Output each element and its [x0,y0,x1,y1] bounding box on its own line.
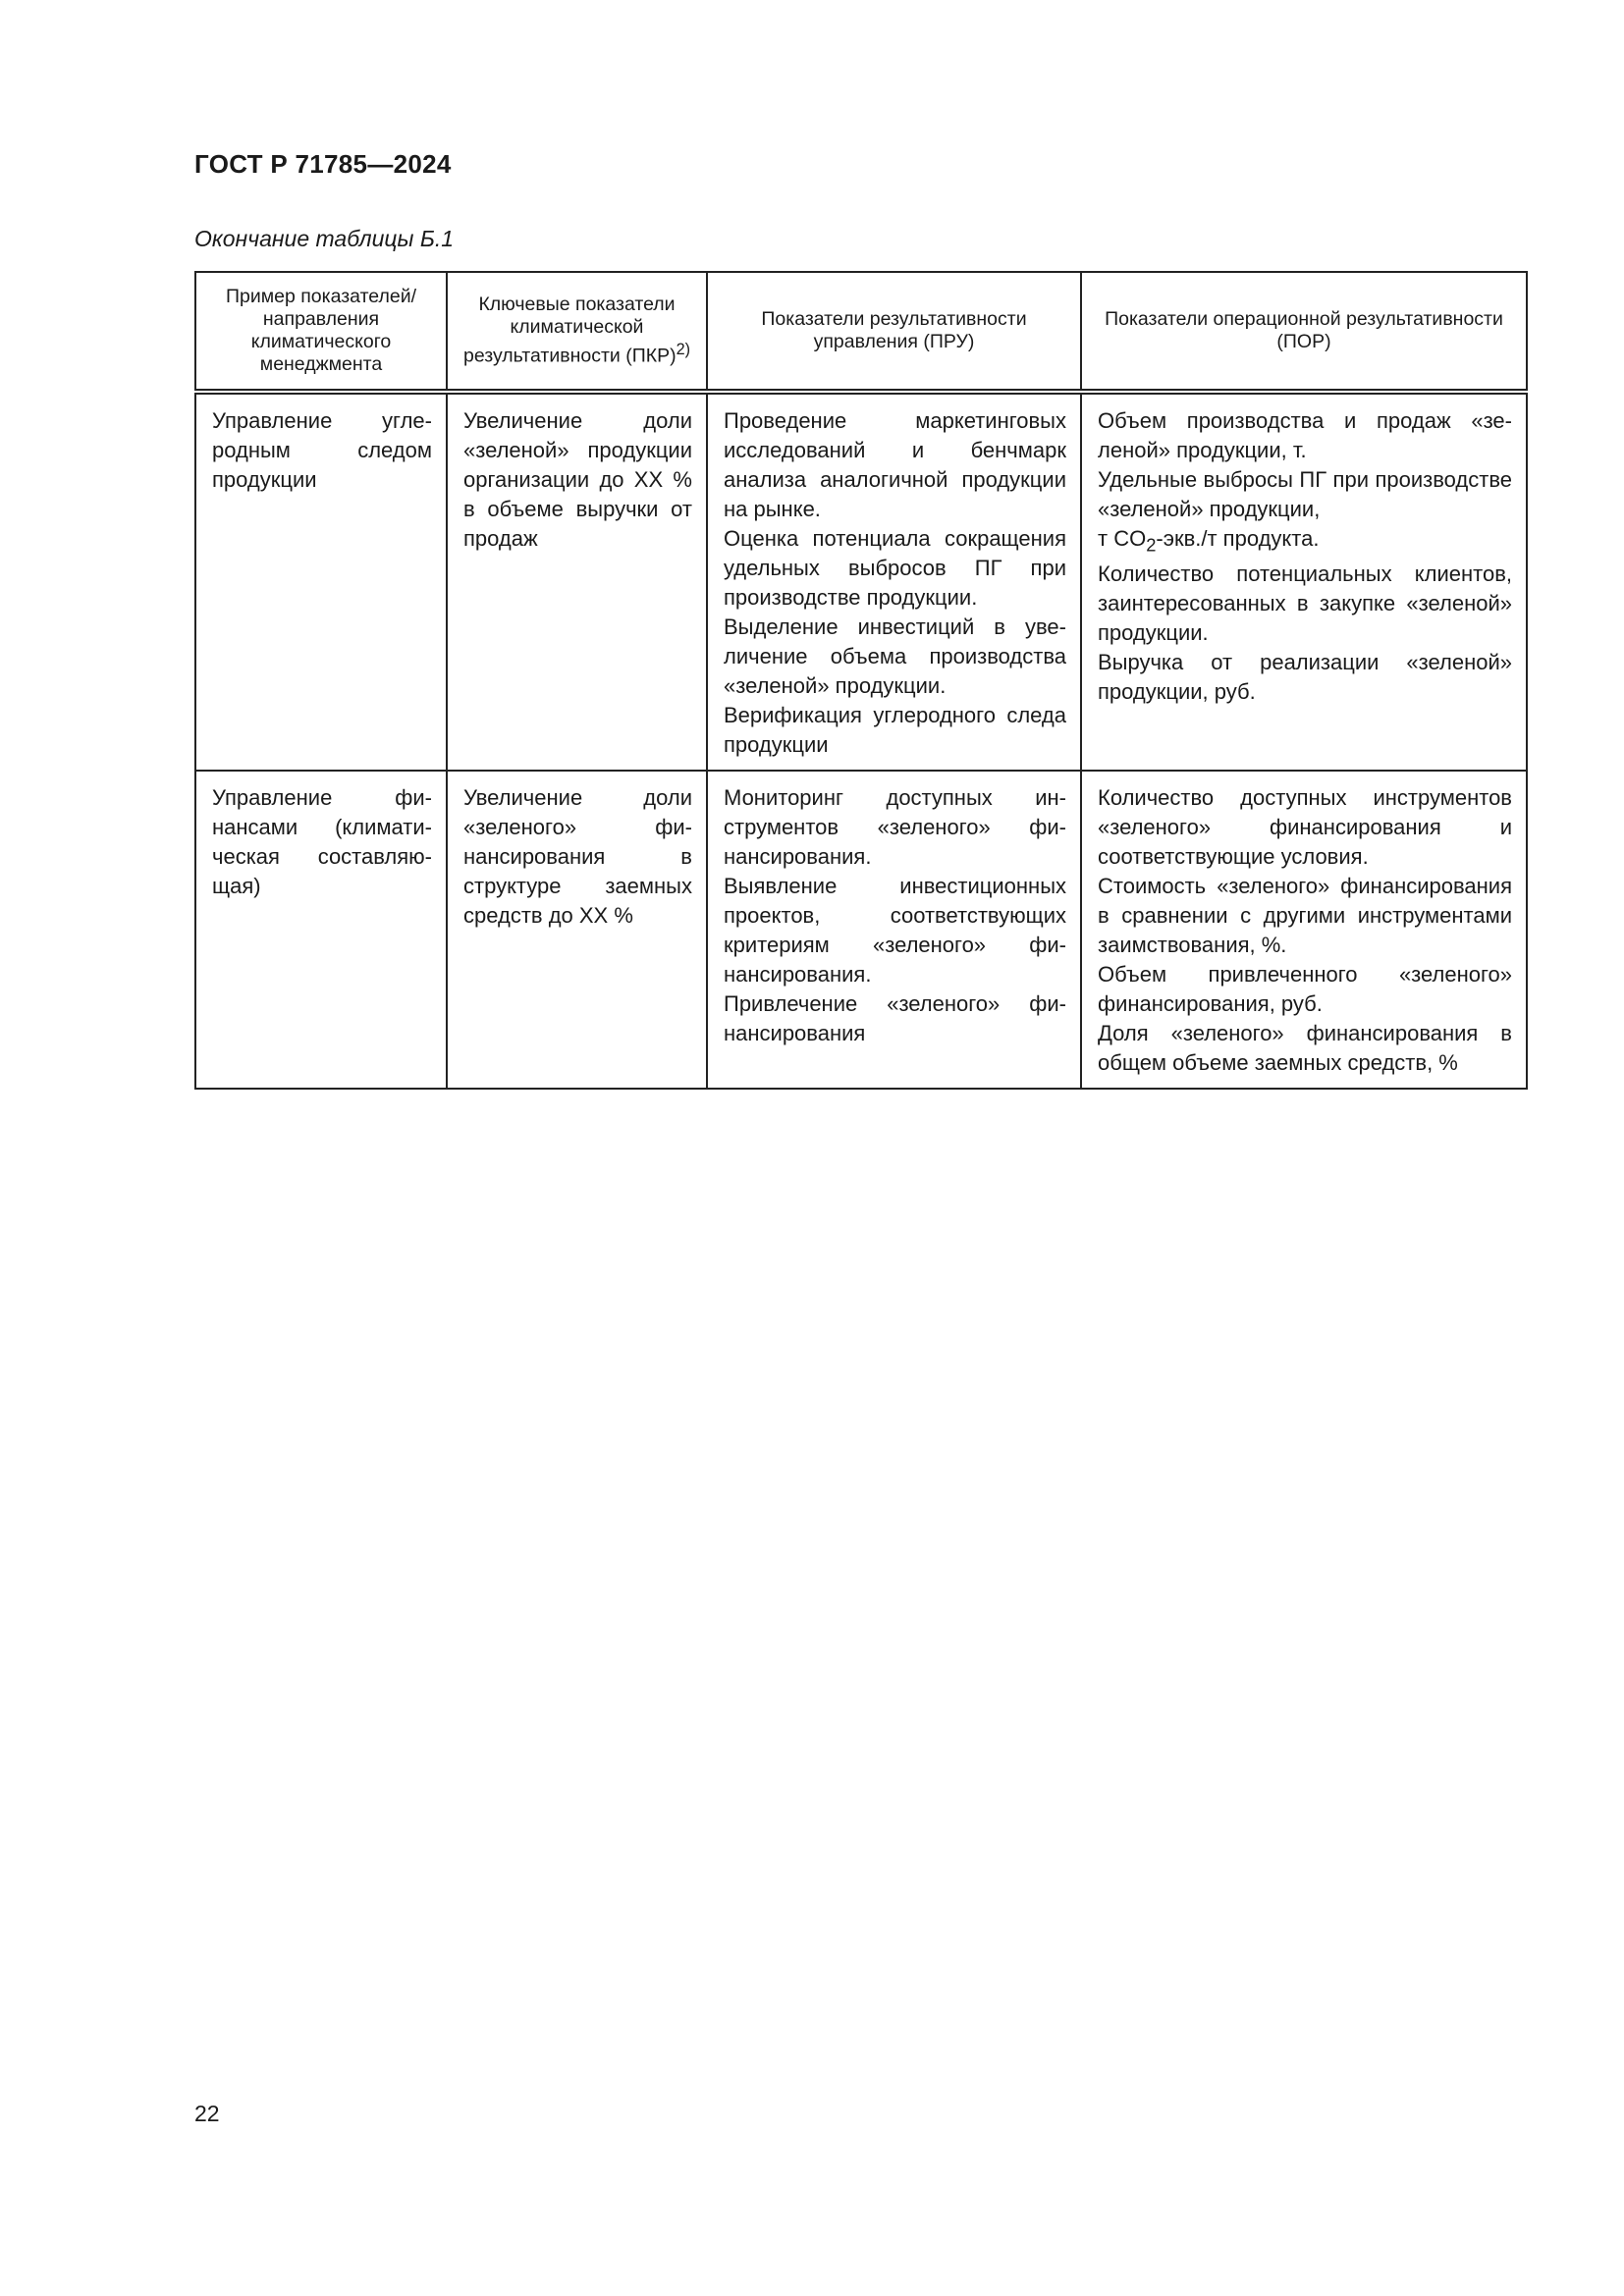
por-item: Выручка от реализации «зеленой» продукции, руб. [1098,650,1512,705]
table-header-row [195,272,1527,392]
indicators-table [194,271,1528,1090]
por-item: Доля «зеленого» финансирования в общем объеме заемных средств, % [1098,1021,1512,1075]
por-item: Объем производства и продаж «зеленой» продукции, т. [1098,408,1512,462]
por-item-unit [1098,524,1512,560]
table-row [195,771,1527,1089]
unit-subscript: 2 [1146,534,1157,556]
por-item: Объем привлеченного «зеленого» финансирования, руб. [1098,962,1512,1016]
por-item: Удельные выбросы ПГ при производстве «зеленой» продукции, [1098,467,1512,521]
table-row [195,392,1527,771]
por-item: Стоимость «зеленого» финансирования в сравнении с другими инструментами заимствования, %. [1098,874,1512,957]
column-header-kpi-label: Ключевые показатели климатической результативности (ПКР) [462,294,677,367]
pru-item: Оценка потенциала сокращения удельных выбросов ПГ при производстве продукции. [724,526,1066,610]
cell-por [1081,771,1527,1089]
column-header-por: Показатели операционной результативности (ПОР) [1081,272,1527,392]
pru-item: Проведение маркетинговых исследований и бенчмарк анализа аналогичной продукции на рынке. [724,408,1066,521]
column-header-direction: Пример показателей/ направления климатического менеджмента [195,272,447,392]
por-item: Количество доступных инструментов «зеленого» финансирования и соответствующие условия. [1098,785,1512,869]
pru-item: Верификация углеродного следа продукции [724,703,1066,757]
footnote-mark: 2) [676,341,691,359]
pru-item: Мониторинг доступных инструментов «зеленого» финансирования. [724,785,1066,869]
pru-item: Привлечение «зеленого» финансирования [724,991,1066,1045]
cell-pru [707,392,1081,771]
cell-direction: Управление финансами (климатическая составляющая) [195,771,447,1089]
unit-prefix: т CO [1098,526,1147,551]
page-number: 22 [194,2101,220,2126]
document-header: ГОСТ Р 71785—2024 [194,149,452,179]
column-header-pru: Показатели результативности управления (ПРУ) [707,272,1081,392]
pru-item: Выделение инвестиций в увеличение объема производства «зеленой» продукции. [724,614,1066,698]
cell-por [1081,392,1527,771]
cell-kpi: Увеличение доли «зеленой» продукции организации до XX % в объеме выручки от продаж [447,392,707,771]
cell-pru [707,771,1081,1089]
pru-item: Выявление инвестиционных проектов, соответствующих критериям «зеленого» финансирования. [724,874,1066,987]
unit-suffix: -экв./т продукта. [1156,526,1320,551]
column-header-kpi [447,272,707,392]
table-caption: Окончание таблицы Б.1 [194,226,455,251]
cell-direction: Управление углеродным следом продукции [195,392,447,771]
cell-kpi: Увеличение доли «зеленого» финансирования в структуре заемных средств до XX % [447,771,707,1089]
por-item: Количество потенциальных клиентов, заинтересованных в закупке «зеленой» продукции. [1098,561,1512,646]
